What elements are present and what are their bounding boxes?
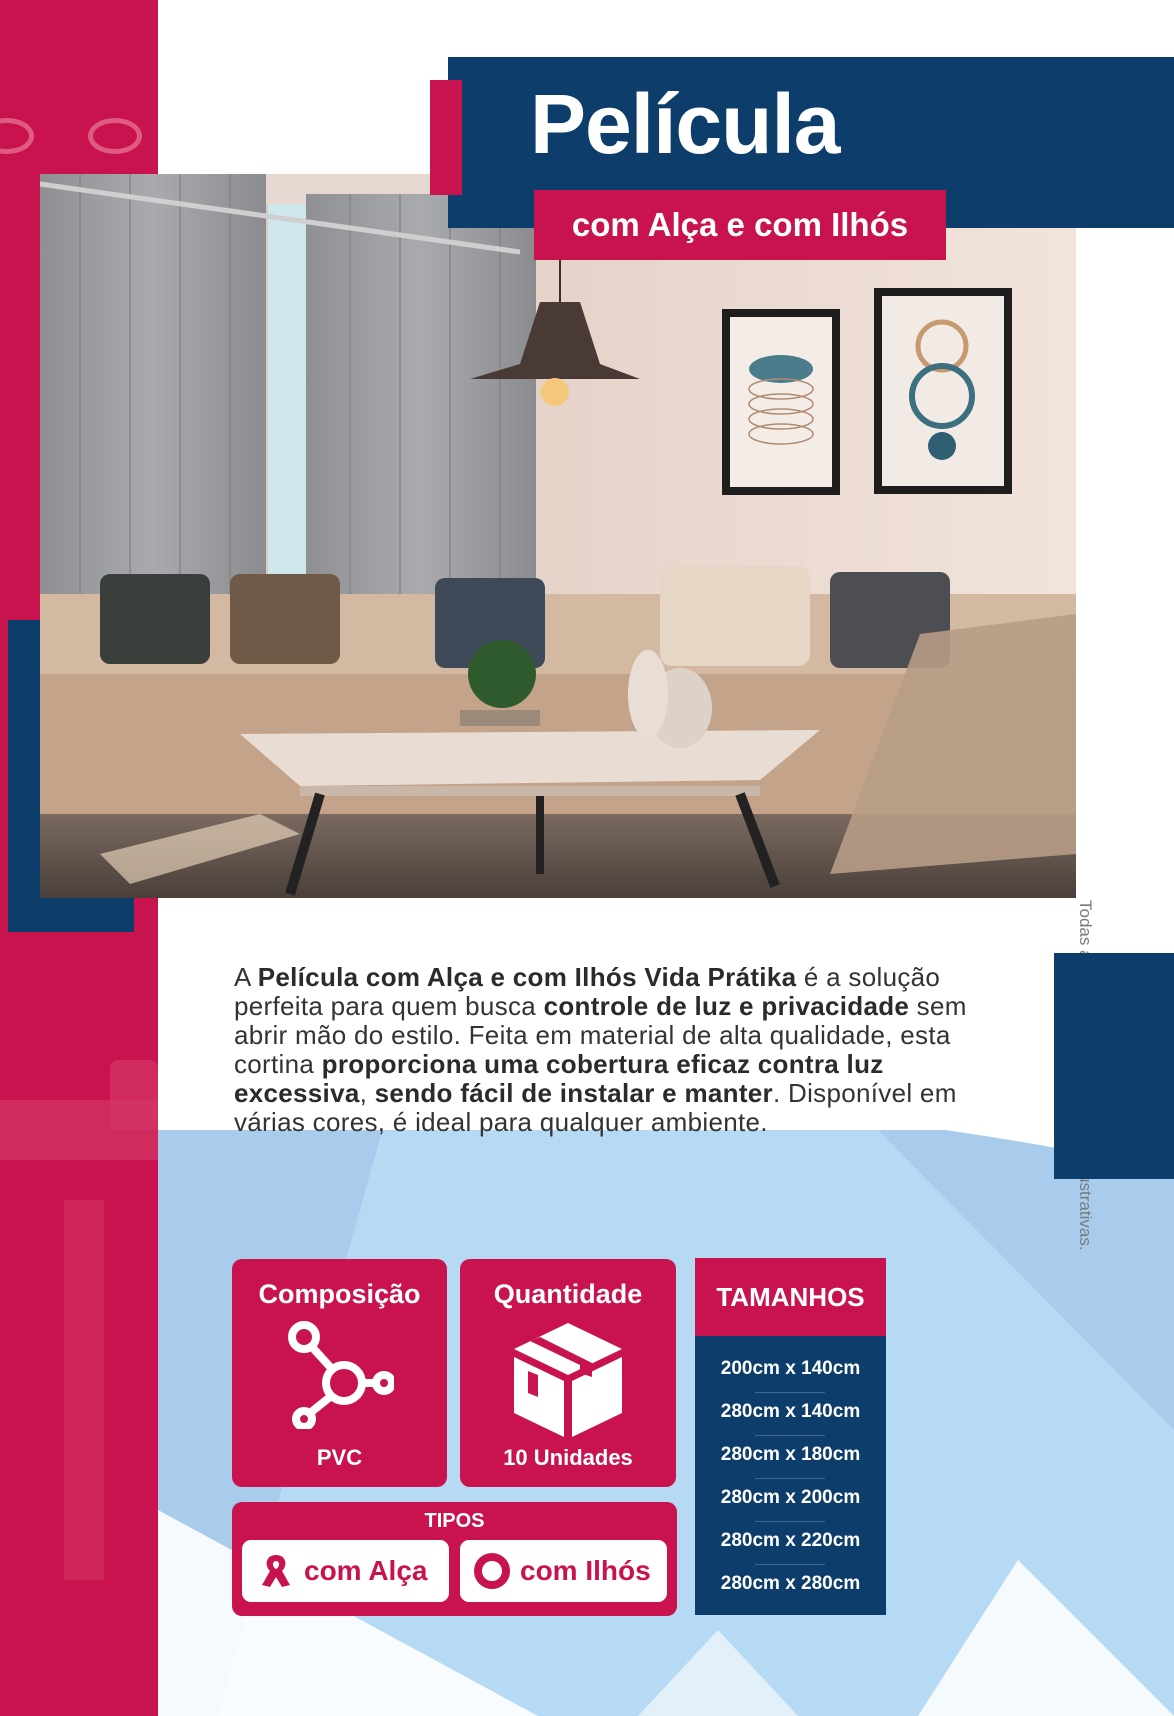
living-room-photo xyxy=(40,174,1076,898)
description-bold-run: proporciona uma cobertura eficaz contra luz excessiva xyxy=(234,1049,884,1108)
size-item: 280cm x 180cm xyxy=(720,1444,861,1465)
subtitle-text: com Alça e com Ilhós xyxy=(571,206,909,243)
faded-vase-decor xyxy=(110,1060,158,1130)
curtain-ring-decor xyxy=(88,118,142,154)
size-divider xyxy=(755,1521,825,1522)
size-divider xyxy=(755,1392,825,1393)
description-run: é a solução perfeita para quem busca xyxy=(234,962,941,1021)
description-run: , xyxy=(359,1078,375,1108)
size-item: 200cm x 140cm xyxy=(720,1358,861,1379)
quantity-card xyxy=(460,1259,676,1487)
description-run: A xyxy=(234,962,258,992)
type-item-com-alca xyxy=(242,1540,449,1602)
quantity-value: 10 Unidades xyxy=(503,1445,633,1470)
ring-icon xyxy=(472,1551,512,1591)
navy-accent-right xyxy=(1054,953,1174,1179)
description-bold-run: sendo fácil de instalar e manter xyxy=(374,1078,773,1108)
size-item: 280cm x 280cm xyxy=(720,1573,861,1594)
sizes-panel xyxy=(695,1258,886,1615)
molecule-icon xyxy=(284,1319,394,1429)
faded-column-decor xyxy=(64,1200,104,1580)
type-label: com Alça xyxy=(304,1555,428,1586)
description-run: sem abrir mão do estilo. Feita em material de alta qualidade, esta cortina xyxy=(234,991,967,1079)
quantity-title: Quantidade xyxy=(493,1279,643,1309)
type-item-com-ilhos xyxy=(460,1540,667,1602)
page-title: Película xyxy=(530,77,840,171)
size-item: 280cm x 200cm xyxy=(720,1487,861,1508)
size-divider xyxy=(755,1478,825,1479)
size-divider xyxy=(755,1435,825,1436)
types-title: TIPOS xyxy=(424,1510,485,1532)
composition-card xyxy=(232,1259,447,1487)
composition-title: Composição xyxy=(258,1279,421,1309)
description-run: . Disponível em várias cores, é ideal para qualquer ambiente. xyxy=(234,1078,957,1137)
product-description xyxy=(234,963,1014,1137)
curtain-ring-decor xyxy=(0,118,34,154)
title-accent-bar xyxy=(430,80,462,195)
box-icon xyxy=(506,1317,630,1441)
description-bold-run: controle de luz e privacidade xyxy=(543,991,910,1021)
description-bold-run: Película com Alça e com Ilhós Vida Prátika xyxy=(257,962,797,992)
sizes-title: TAMANHOS xyxy=(695,1258,886,1336)
size-divider xyxy=(755,1564,825,1565)
types-card xyxy=(232,1502,677,1616)
subtitle-badge xyxy=(534,190,946,260)
composition-value: PVC xyxy=(316,1445,363,1470)
size-item: 280cm x 140cm xyxy=(720,1401,861,1422)
size-item: 280cm x 220cm xyxy=(720,1530,861,1551)
ribbon-icon xyxy=(258,1551,294,1591)
type-label: com Ilhós xyxy=(520,1555,651,1586)
